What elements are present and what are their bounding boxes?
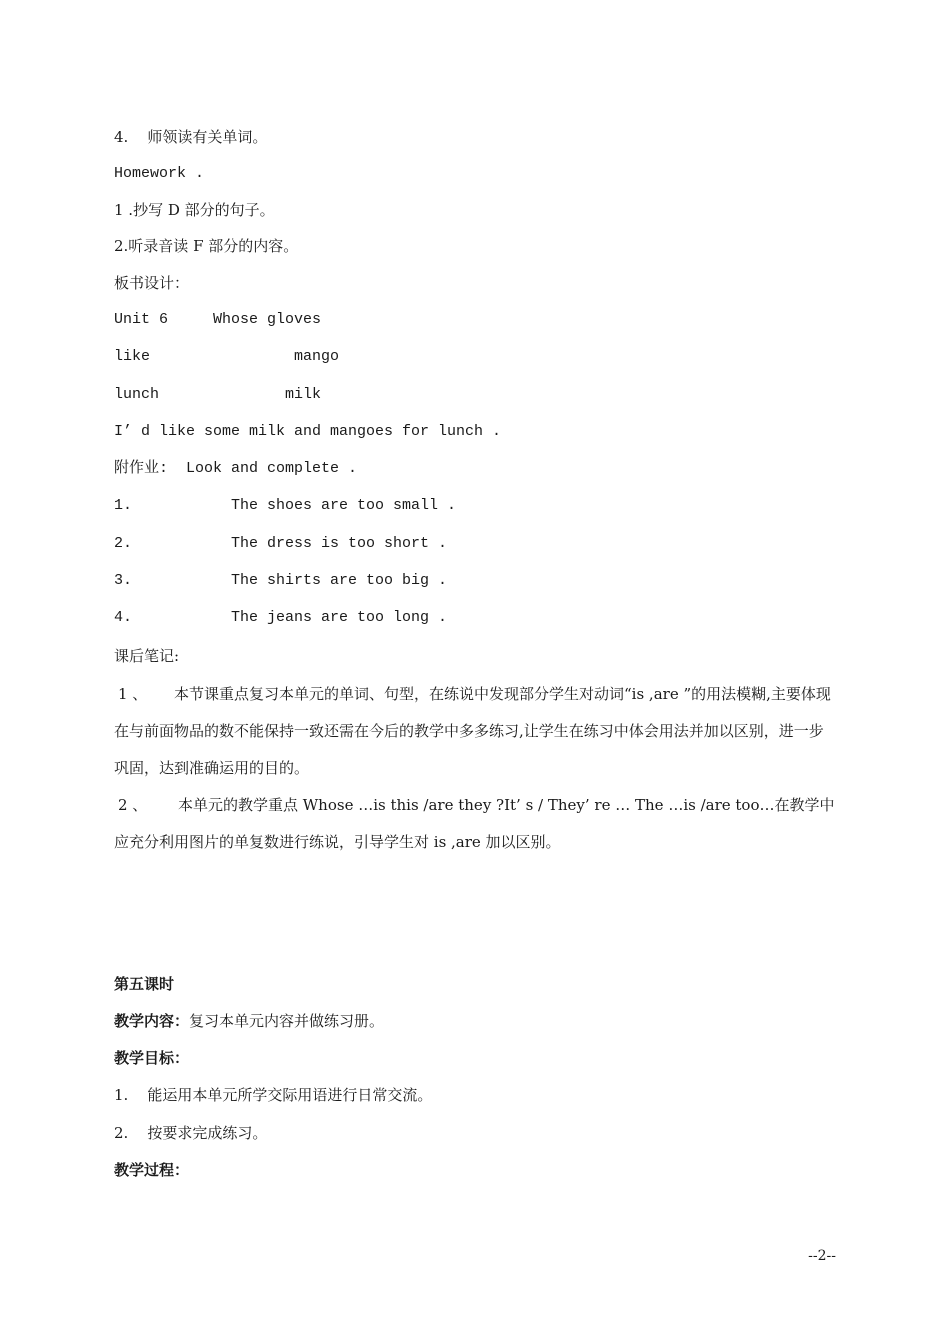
line-exercise-2: 2. The dress is too short .: [114, 535, 448, 552]
line-step-4: 4. 师领读有关单词。: [114, 128, 268, 146]
line-after-class-notes: 课后笔记:: [114, 647, 180, 665]
line-exercise-1: 1. The shoes are too small .: [114, 497, 457, 514]
note-1-text: 本节课重点复习本单元的单词、句型，在练说中发现部分学生对动词“is ,are ”的用法模糊,主要体现在与前面物品的数不能保持一致还需在今后的教学中多多练习,让学生在练习中体会用法并加以区别，进一步巩固，达到准确运用的目的。: [114, 685, 831, 777]
note-1-number: 1 、: [118, 685, 148, 703]
lesson-goal-1: 1. 能运用本单元所学交际用语进行日常交流。: [114, 1086, 433, 1104]
lesson-content-label: 教学内容：: [114, 1012, 190, 1030]
line-exercise-4: 4. The jeans are too long .: [114, 609, 448, 626]
line-homework-1: 1 .抄写 D 部分的句子。: [114, 201, 275, 219]
lesson-process-label: 教学过程：: [114, 1161, 190, 1179]
lesson-content-text: 复习本单元内容并做练习册。: [189, 1012, 385, 1030]
line-board-design: 板书设计：: [114, 274, 190, 292]
line-extra-homework: 附作业: Look and complete .: [114, 460, 358, 477]
note-paragraph-1: [114, 676, 838, 787]
line-words-2: lunch milk: [114, 386, 322, 403]
lesson-content-line: [114, 1011, 384, 1031]
line-exercise-3: 3. The shirts are too big .: [114, 572, 448, 589]
note-2-number: 2 、: [118, 796, 148, 814]
note-2-text: 本单元的教学重点 Whose …is this /are they ?It’ s / They’ re … The …is /are too…在教学中应充分利用图片的单复数进行练说，引导学生对 is ,are 加以区别。: [114, 796, 835, 851]
lesson-goal-2: 2. 按要求完成练习。: [114, 1124, 268, 1142]
page-number: --2--: [808, 1248, 836, 1264]
line-sentence: I’ d like some milk and mangoes for lunch .: [114, 423, 502, 440]
note-paragraph-2: [114, 787, 838, 861]
line-words-1: like mango: [114, 348, 340, 365]
line-homework: Homework .: [114, 165, 205, 182]
lesson-title: 第五课时: [114, 975, 175, 993]
line-homework-2: 2.听录音读 F 部分的内容。: [114, 237, 299, 255]
lesson-goal-label: 教学目标：: [114, 1049, 190, 1067]
line-unit-title: Unit 6 Whose gloves: [114, 311, 322, 328]
